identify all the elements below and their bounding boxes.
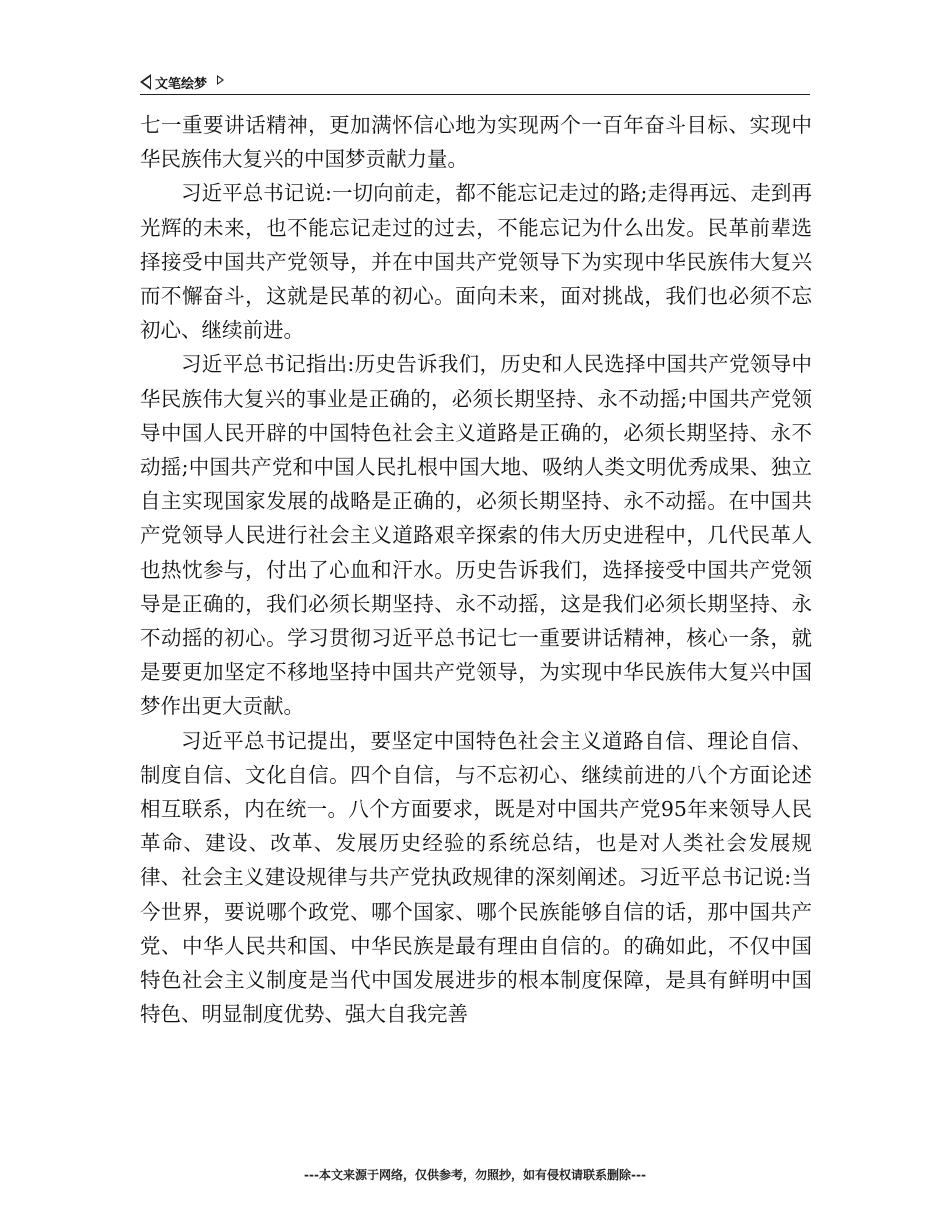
triangle-left-icon	[140, 74, 151, 90]
footer-disclaimer: ---本文来源于网络，仅供参考，勿照抄，如有侵权请联系删除---	[304, 1168, 646, 1182]
paragraph: 七一重要讲话精神，更加满怀信心地为实现两个一百年奋斗目标、实现中华民族伟大复兴的中国梦贡献力量。	[140, 113, 812, 172]
paragraph: 习近平总书记提出，要坚定中国特色社会主义道路自信、理论自信、制度自信、文化自信。四个自信，与不忘初心、继续前进的八个方面论述相互联系，内在统一。八个方面要求，既是对中国共产党95年来领导人民革命、建设、改革、发展历史经验的系统总结，也是对人类社会发展规律、社会主义建设规律与共产党执政规律的深刻阐述。习近平总书记说:当今世界，要说哪个政党、哪个国家、哪个民族能够自信的话，那中国共产党、中华人民共和国、中华民族是最有理由自信的。的确如此，不仅中国特色社会主义制度是当代中国发展进步的根本制度保障，是具有鲜明中国特色、明显制度优势、强大自我完善	[140, 728, 812, 1027]
triangle-right-icon	[217, 75, 224, 85]
paragraph: 习近平总书记指出:历史告诉我们，历史和人民选择中国共产党领导中华民族伟大复兴的事业是正确的，必须长期坚持、永不动摇;中国共产党领导中国人民开辟的中国特色社会主义道路是正确的，必须长期坚持、永不动摇;中国共产党和中国人民扎根中国大地、吸纳人类文明优秀成果、独立自主实现国家发展的战略是正确的，必须长期坚持、永不动摇。在中国共产党领导人民进行社会主义道路艰辛探索的伟大历史进程中，几代民革人也热忱参与，付出了心血和汗水。历史告诉我们，选择接受中国共产党领导是正确的，我们必须长期坚持、永不动摇，这是我们必须长期坚持、永不动摇的初心。学习贯彻习近平总书记七一重要讲话精神，核心一条，就是要更加坚定不移地坚持中国共产党领导，为实现中华民族伟大复兴中国梦作出更大贡献。	[140, 352, 812, 719]
page-header	[140, 70, 810, 95]
paragraph: 习近平总书记说:一切向前走，都不能忘记走过的路;走得再远、走到再光辉的未来，也不能忘记走过的过去，不能忘记为什么出发。民革前辈选择接受中国共产党领导，并在中国共产党领导下为实现中华民族伟大复兴而不懈奋斗，这就是民革的初心。面向未来，面对挑战，我们也必须不忘初心、继续前进。	[140, 181, 812, 343]
document-body	[140, 108, 812, 1031]
header-title: 文笔绘梦	[155, 76, 208, 92]
